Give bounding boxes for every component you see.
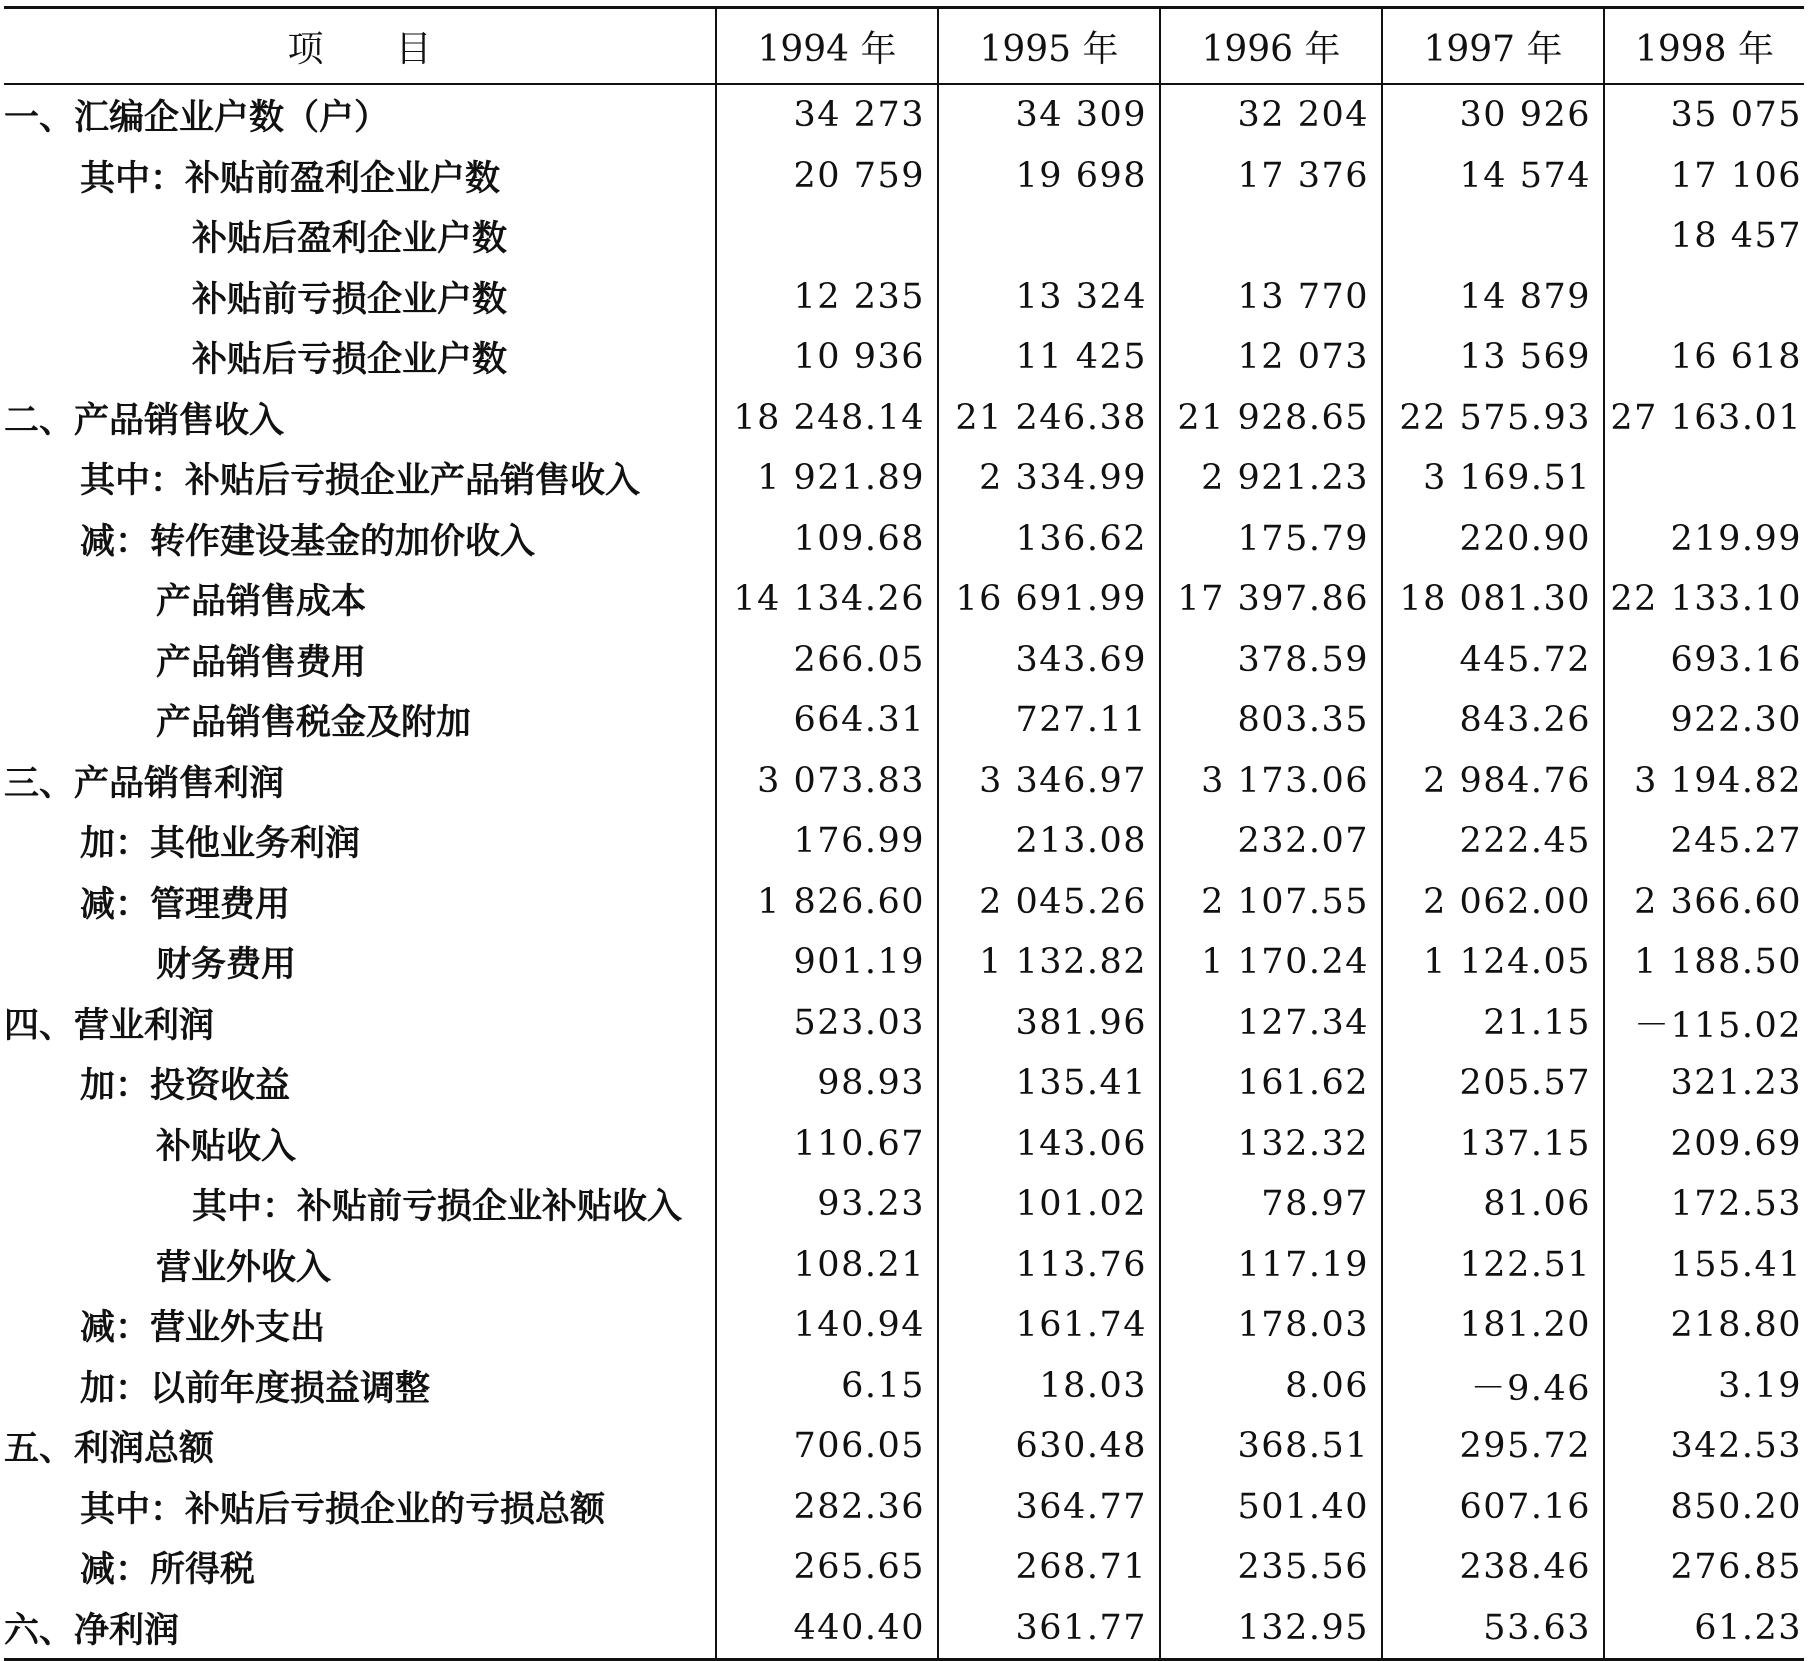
row-label: 补贴前亏损企业户数 (192, 278, 508, 320)
cell-value: 108.21 (716, 1235, 938, 1296)
cell-value: 2 045.26 (938, 872, 1160, 933)
cell-value: 378.59 (1160, 630, 1382, 691)
table-row (4, 1174, 1804, 1235)
table-row (4, 1053, 1804, 1114)
table-row (4, 1114, 1804, 1175)
cell-value: 368.51 (1160, 1416, 1382, 1477)
table-row (4, 569, 1804, 630)
cell-value: 220.90 (1382, 509, 1604, 570)
cell-value (1382, 206, 1604, 267)
row-label: 产品销售费用 (156, 641, 367, 683)
cell-value: 232.07 (1160, 811, 1382, 872)
cell-value: 61.23 (1604, 1598, 1804, 1660)
row-label: 补贴后盈利企业户数 (192, 218, 508, 260)
cell-value: 2 062.00 (1382, 872, 1604, 933)
cell-value: 137.15 (1382, 1114, 1604, 1175)
table-row (4, 509, 1804, 570)
cell-value: 501.40 (1160, 1477, 1382, 1538)
cell-value: 2 366.60 (1604, 872, 1804, 933)
cell-value: 2 107.55 (1160, 872, 1382, 933)
table-row (4, 1416, 1804, 1477)
table-row (4, 751, 1804, 812)
row-label: 财务费用 (156, 944, 297, 986)
cell-value: 27 163.01 (1604, 388, 1804, 449)
table-row (4, 448, 1804, 509)
row-label: 加：以前年度损益调整 (80, 1367, 431, 1409)
row-label: 产品销售税金及附加 (156, 702, 472, 744)
cell-value: 93.23 (716, 1174, 938, 1235)
table-row (4, 872, 1804, 933)
cell-value: 361.77 (938, 1598, 1160, 1660)
row-label: 营业外收入 (156, 1246, 332, 1288)
cell-value: 3 194.82 (1604, 751, 1804, 812)
cell-value: 213.08 (938, 811, 1160, 872)
cell-value: 276.85 (1604, 1537, 1804, 1598)
cell-value: 81.06 (1382, 1174, 1604, 1235)
cell-value: 13 770 (1160, 267, 1382, 328)
table-row (4, 993, 1804, 1054)
row-label: 产品销售成本 (156, 581, 367, 623)
cell-value: 132.95 (1160, 1598, 1382, 1660)
cell-value: 343.69 (938, 630, 1160, 691)
cell-value: 35 075 (1604, 84, 1804, 146)
row-label: 其中：补贴后亏损企业产品销售收入 (80, 460, 641, 502)
cell-value: 109.68 (716, 509, 938, 570)
cell-value: 143.06 (938, 1114, 1160, 1175)
table-row (4, 811, 1804, 872)
cell-value: 18 457 (1604, 206, 1804, 267)
cell-value (1604, 448, 1804, 509)
cell-value: 181.20 (1382, 1295, 1604, 1356)
cell-value: 30 926 (1382, 84, 1604, 146)
cell-value: 1 921.89 (716, 448, 938, 509)
row-label: 三、产品销售利润 (4, 762, 285, 804)
cell-value: 14 574 (1382, 146, 1604, 207)
cell-value: 321.23 (1604, 1053, 1804, 1114)
header-year-1996: 1996 年 (1160, 8, 1382, 85)
cell-value: 727.11 (938, 690, 1160, 751)
cell-value: 32 204 (1160, 84, 1382, 146)
cell-value: 22 133.10 (1604, 569, 1804, 630)
cell-value: 3 073.83 (716, 751, 938, 812)
cell-value: 132.32 (1160, 1114, 1382, 1175)
cell-value: 3.19 (1604, 1356, 1804, 1417)
cell-value: 117.19 (1160, 1235, 1382, 1296)
cell-value: 13 569 (1382, 327, 1604, 388)
cell-value: 11 425 (938, 327, 1160, 388)
cell-value: 445.72 (1382, 630, 1604, 691)
cell-value: 110.67 (716, 1114, 938, 1175)
cell-value: 122.51 (1382, 1235, 1604, 1296)
cell-value: 13 324 (938, 267, 1160, 328)
cell-value: 18 081.30 (1382, 569, 1604, 630)
row-label: 一、汇编企业户数（户） (4, 97, 390, 139)
cell-value (938, 206, 1160, 267)
cell-value: 2 984.76 (1382, 751, 1604, 812)
cell-value: 136.62 (938, 509, 1160, 570)
cell-value: 127.34 (1160, 993, 1382, 1054)
financial-table (4, 6, 1804, 1661)
cell-value: 6.15 (716, 1356, 938, 1417)
cell-value: 843.26 (1382, 690, 1604, 751)
table-row (4, 327, 1804, 388)
row-label: 四、营业利润 (4, 1004, 215, 1046)
cell-value: 16 618 (1604, 327, 1804, 388)
cell-value: －9.46 (1382, 1356, 1604, 1417)
cell-value: 12 073 (1160, 327, 1382, 388)
cell-value: 1 170.24 (1160, 932, 1382, 993)
cell-value: 364.77 (938, 1477, 1160, 1538)
cell-value: 238.46 (1382, 1537, 1604, 1598)
cell-value: 245.27 (1604, 811, 1804, 872)
cell-value (716, 206, 938, 267)
table-row (4, 1477, 1804, 1538)
cell-value: 3 173.06 (1160, 751, 1382, 812)
cell-value: 523.03 (716, 993, 938, 1054)
cell-value: 161.74 (938, 1295, 1160, 1356)
header-year-1995: 1995 年 (938, 8, 1160, 85)
cell-value: 172.53 (1604, 1174, 1804, 1235)
cell-value: 135.41 (938, 1053, 1160, 1114)
cell-value: 21.15 (1382, 993, 1604, 1054)
row-label: 减：营业外支出 (80, 1307, 326, 1349)
cell-value: 342.53 (1604, 1416, 1804, 1477)
cell-value: 3 346.97 (938, 751, 1160, 812)
table-row (4, 84, 1804, 146)
cell-value: 219.99 (1604, 509, 1804, 570)
cell-value: 17 376 (1160, 146, 1382, 207)
row-label: 二、产品销售收入 (4, 399, 285, 441)
cell-value: 1 188.50 (1604, 932, 1804, 993)
cell-value: 265.65 (716, 1537, 938, 1598)
table-row (4, 1295, 1804, 1356)
cell-value: 381.96 (938, 993, 1160, 1054)
cell-value: 922.30 (1604, 690, 1804, 751)
header-year-1997: 1997 年 (1382, 8, 1604, 85)
cell-value (1604, 267, 1804, 328)
row-label: 减：管理费用 (80, 883, 291, 925)
table-row (4, 206, 1804, 267)
cell-value: 1 826.60 (716, 872, 938, 933)
cell-value: 18 248.14 (716, 388, 938, 449)
cell-value: 19 698 (938, 146, 1160, 207)
row-label: 其中：补贴前亏损企业补贴收入 (192, 1186, 683, 1228)
header-row (4, 8, 1804, 85)
cell-value: 53.63 (1382, 1598, 1604, 1660)
cell-value: 17 397.86 (1160, 569, 1382, 630)
cell-value: 155.41 (1604, 1235, 1804, 1296)
table-body (4, 84, 1804, 1660)
cell-value: 176.99 (716, 811, 938, 872)
cell-value: 706.05 (716, 1416, 938, 1477)
row-label: 其中：补贴后亏损企业的亏损总额 (80, 1488, 606, 1530)
row-label: 补贴收入 (156, 1125, 297, 1167)
financial-table-container (4, 6, 1804, 1661)
cell-value: 2 921.23 (1160, 448, 1382, 509)
cell-value: 78.97 (1160, 1174, 1382, 1235)
cell-value: 607.16 (1382, 1477, 1604, 1538)
cell-value: 1 124.05 (1382, 932, 1604, 993)
cell-value: 218.80 (1604, 1295, 1804, 1356)
cell-value: 440.40 (716, 1598, 938, 1660)
cell-value: 161.62 (1160, 1053, 1382, 1114)
cell-value: 12 235 (716, 267, 938, 328)
table-row (4, 1235, 1804, 1296)
header-year-1994: 1994 年 (716, 8, 938, 85)
cell-value: 205.57 (1382, 1053, 1604, 1114)
table-row (4, 932, 1804, 993)
cell-value: 34 309 (938, 84, 1160, 146)
cell-value: 34 273 (716, 84, 938, 146)
cell-value: 266.05 (716, 630, 938, 691)
header-item: 项 目 (4, 8, 716, 85)
cell-value: 3 169.51 (1382, 448, 1604, 509)
table-row (4, 1537, 1804, 1598)
row-label: 减：转作建设基金的加价收入 (80, 520, 536, 562)
table-row (4, 146, 1804, 207)
cell-value: 16 691.99 (938, 569, 1160, 630)
cell-value: 209.69 (1604, 1114, 1804, 1175)
row-label: 六、净利润 (4, 1609, 180, 1651)
cell-value: 21 928.65 (1160, 388, 1382, 449)
cell-value: 10 936 (716, 327, 938, 388)
cell-value: 175.79 (1160, 509, 1382, 570)
row-label: 加：投资收益 (80, 1065, 291, 1107)
table-row (4, 1356, 1804, 1417)
cell-value: 803.35 (1160, 690, 1382, 751)
cell-value: －115.02 (1604, 993, 1804, 1054)
row-label: 减：所得税 (80, 1549, 256, 1591)
row-label: 其中：补贴前盈利企业户数 (80, 157, 501, 199)
cell-value: 630.48 (938, 1416, 1160, 1477)
table-row (4, 388, 1804, 449)
cell-value: 901.19 (716, 932, 938, 993)
cell-value: 693.16 (1604, 630, 1804, 691)
table-row (4, 1598, 1804, 1660)
cell-value (1160, 206, 1382, 267)
cell-value: 140.94 (716, 1295, 938, 1356)
cell-value: 268.71 (938, 1537, 1160, 1598)
cell-value: 113.76 (938, 1235, 1160, 1296)
cell-value: 101.02 (938, 1174, 1160, 1235)
cell-value: 178.03 (1160, 1295, 1382, 1356)
cell-value: 282.36 (716, 1477, 938, 1538)
cell-value: 14 134.26 (716, 569, 938, 630)
cell-value: 14 879 (1382, 267, 1604, 328)
cell-value: 295.72 (1382, 1416, 1604, 1477)
cell-value: 222.45 (1382, 811, 1604, 872)
cell-value: 21 246.38 (938, 388, 1160, 449)
row-label: 加：其他业务利润 (80, 823, 361, 865)
cell-value: 17 106 (1604, 146, 1804, 207)
row-label: 五、利润总额 (4, 1428, 215, 1470)
row-label: 补贴后亏损企业户数 (192, 339, 508, 381)
table-row (4, 267, 1804, 328)
cell-value: 20 759 (716, 146, 938, 207)
cell-value: 98.93 (716, 1053, 938, 1114)
cell-value: 1 132.82 (938, 932, 1160, 993)
cell-value: 18.03 (938, 1356, 1160, 1417)
table-row (4, 690, 1804, 751)
cell-value: 850.20 (1604, 1477, 1804, 1538)
header-year-1998: 1998 年 (1604, 8, 1804, 85)
cell-value: 8.06 (1160, 1356, 1382, 1417)
cell-value: 2 334.99 (938, 448, 1160, 509)
cell-value: 22 575.93 (1382, 388, 1604, 449)
cell-value: 235.56 (1160, 1537, 1382, 1598)
table-row (4, 630, 1804, 691)
cell-value: 664.31 (716, 690, 938, 751)
